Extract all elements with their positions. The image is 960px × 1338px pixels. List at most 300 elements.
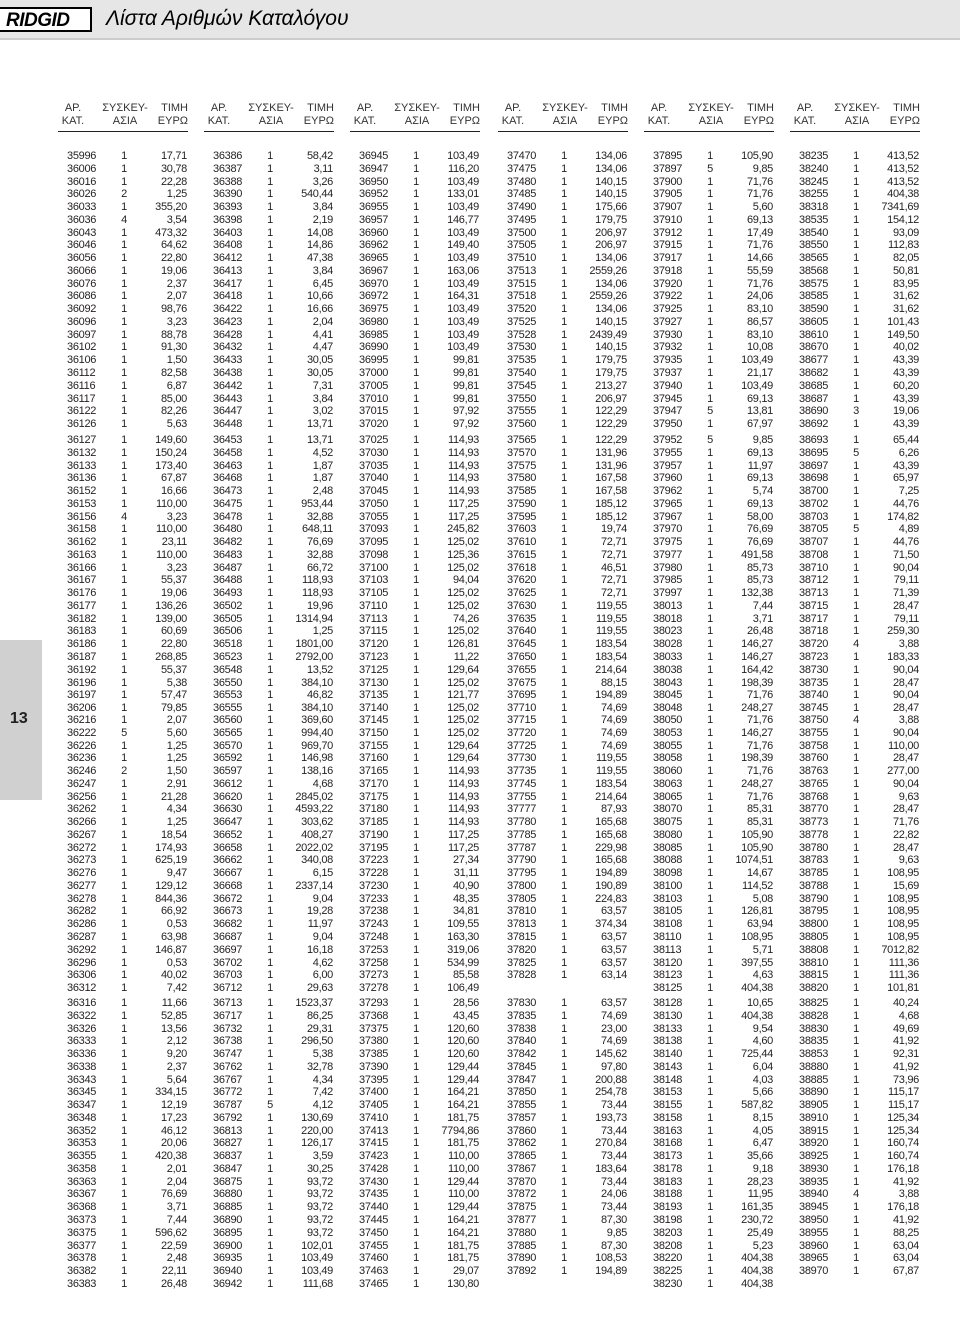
price-euro: 129,44	[447, 1201, 479, 1214]
table-row	[653, 1125, 773, 1138]
catalog-number: 37967	[653, 510, 683, 523]
table-row	[799, 638, 919, 651]
price-euro: 114,93	[447, 816, 479, 829]
price-euro: 117,25	[447, 828, 479, 841]
catalog-number: 37130	[359, 676, 389, 689]
package-qty: 1	[121, 239, 127, 252]
package-qty: 1	[853, 803, 859, 816]
table-row	[67, 1214, 187, 1227]
table-row	[653, 1086, 773, 1099]
table-row	[653, 354, 773, 367]
price-euro: 31,62	[892, 303, 919, 316]
table-row	[359, 778, 479, 791]
catalog-number: 38950	[799, 1214, 829, 1227]
table-row	[213, 1214, 333, 1227]
table-row	[653, 791, 773, 804]
price-euro: 93,09	[892, 226, 919, 239]
package-qty: 1	[413, 472, 419, 485]
package-qty: 1	[853, 1137, 859, 1150]
table-row	[507, 778, 627, 791]
header-package-qty: ΣΥΣΚΕΥ- ΑΣΙΑ	[834, 102, 880, 127]
price-euro: 5,60	[752, 201, 773, 214]
price-euro: 248,27	[741, 702, 773, 715]
table-row	[67, 1176, 187, 1189]
table-row	[799, 765, 919, 778]
catalog-number: 37885	[507, 1239, 537, 1252]
price-euro: 6,26	[898, 446, 919, 459]
price-euro: 3,23	[166, 510, 187, 523]
package-qty: 1	[267, 997, 273, 1009]
price-euro: 46,82	[306, 689, 333, 702]
price-euro: 4,68	[898, 1009, 919, 1022]
price-euro: 119,55	[595, 612, 627, 625]
catalog-number: 36272	[67, 841, 97, 854]
table-row	[799, 1137, 919, 1150]
package-qty: 5	[707, 434, 713, 446]
catalog-number: 36106	[67, 354, 97, 367]
table-row	[359, 677, 479, 690]
table-row	[67, 252, 187, 265]
catalog-number: 37555	[507, 405, 537, 418]
catalog-number: 36418	[213, 290, 243, 303]
table-row	[67, 638, 187, 651]
catalog-number: 38853	[799, 1048, 829, 1061]
price-euro: 214,64	[595, 663, 627, 676]
price-euro: 71,76	[746, 175, 773, 188]
catalog-number: 38720	[799, 638, 829, 651]
package-qty: 1	[413, 523, 419, 536]
table-row	[653, 176, 773, 189]
package-qty: 1	[121, 1022, 127, 1035]
package-qty: 1	[121, 943, 127, 956]
table-row	[359, 574, 479, 587]
table-row	[359, 931, 479, 944]
package-qty: 1	[413, 651, 419, 664]
package-qty: 1	[121, 651, 127, 664]
package-qty: 1	[267, 726, 273, 739]
package-qty: 1	[121, 1162, 127, 1175]
price-euro: 41,92	[892, 1060, 919, 1073]
price-euro: 90,04	[892, 689, 919, 702]
catalog-number: 38930	[799, 1162, 829, 1175]
catalog-number: 37430	[359, 1175, 389, 1188]
catalog-number: 38773	[799, 816, 829, 829]
catalog-number: 36306	[67, 969, 97, 982]
catalog-number: 38045	[653, 689, 683, 702]
price-euro: 29,31	[306, 1022, 333, 1035]
package-qty: 1	[707, 150, 713, 162]
catalog-number: 38690	[799, 405, 829, 418]
price-euro: 60,20	[892, 379, 919, 392]
table-row	[653, 997, 773, 1010]
price-euro: 71,76	[746, 739, 773, 752]
price-euro: 164,21	[447, 1214, 479, 1227]
package-qty: 1	[561, 341, 567, 354]
table-row	[653, 341, 773, 354]
package-qty: 1	[707, 328, 713, 341]
catalog-number: 37865	[507, 1150, 537, 1163]
catalog-number: 36813	[213, 1124, 243, 1137]
package-qty: 1	[561, 1086, 567, 1099]
table-row	[213, 1150, 333, 1163]
table-block	[67, 434, 187, 715]
header-package-qty: ΣΥΣΚΕΥ- ΑΣΙΑ	[394, 102, 440, 127]
table-row	[653, 957, 773, 970]
package-qty: 1	[121, 497, 127, 510]
package-qty: 1	[561, 956, 567, 969]
price-euro: 99,81	[452, 367, 479, 380]
price-euro: 3,84	[312, 201, 333, 214]
package-qty: 1	[267, 676, 273, 689]
table-row	[799, 842, 919, 855]
price-euro: 4,41	[312, 328, 333, 341]
package-qty: 1	[707, 561, 713, 574]
price-euro: 11,66	[161, 997, 187, 1009]
price-euro: 413,52	[887, 150, 919, 162]
catalog-number: 36967	[359, 264, 389, 277]
catalog-number: 37460	[359, 1252, 389, 1265]
package-qty: 1	[707, 943, 713, 956]
package-qty: 1	[267, 1214, 273, 1227]
table-row	[799, 880, 919, 893]
table-row	[799, 214, 919, 227]
price-euro: 103,49	[447, 341, 479, 354]
table-row	[213, 1227, 333, 1240]
price-euro: 101,81	[887, 982, 919, 995]
table-row	[653, 380, 773, 393]
package-qty: 1	[121, 867, 127, 880]
table-row	[507, 393, 627, 406]
catalog-number: 38677	[799, 354, 829, 367]
price-euro: 29,07	[452, 1265, 479, 1278]
price-euro: 86,25	[306, 1009, 333, 1022]
catalog-number: 37730	[507, 752, 537, 765]
package-qty: 4	[853, 1188, 859, 1201]
price-euro: 19,06	[160, 264, 187, 277]
package-qty: 1	[853, 510, 859, 523]
price-euro: 10,65	[746, 997, 773, 1009]
package-qty: 1	[707, 1175, 713, 1188]
table-row	[507, 562, 627, 575]
price-euro: 105,90	[741, 150, 773, 162]
catalog-number: 37125	[359, 663, 389, 676]
catalog-number: 37925	[653, 303, 683, 316]
table-row	[67, 1023, 187, 1036]
price-euro: 118,93	[301, 587, 333, 600]
package-qty: 1	[267, 1035, 273, 1048]
package-qty: 1	[413, 956, 419, 969]
table-row	[653, 1010, 773, 1023]
table-row	[653, 523, 773, 536]
table-row	[67, 316, 187, 329]
price-euro: 63,57	[600, 956, 627, 969]
package-qty: 1	[267, 739, 273, 752]
price-euro: 98,76	[160, 303, 187, 316]
package-qty: 1	[267, 1201, 273, 1214]
price-euro: 173,40	[155, 459, 187, 472]
package-qty: 1	[267, 354, 273, 367]
table-row	[507, 587, 627, 600]
price-euro: 44,76	[892, 536, 919, 549]
table-row	[213, 150, 333, 163]
package-qty: 1	[853, 867, 859, 880]
table-row	[507, 278, 627, 291]
table-row	[359, 460, 479, 473]
catalog-number: 37253	[359, 943, 389, 956]
package-qty: 1	[121, 663, 127, 676]
table-row	[359, 944, 479, 957]
package-qty: 1	[267, 392, 273, 405]
table-row	[799, 702, 919, 715]
price-euro: 2,07	[166, 290, 187, 303]
column-header-2	[204, 102, 334, 132]
catalog-number: 36647	[213, 816, 243, 829]
table-row	[67, 523, 187, 536]
package-qty: 1	[413, 1111, 419, 1124]
catalog-number: 36762	[213, 1060, 243, 1073]
price-euro: 83,10	[746, 303, 773, 316]
price-euro: 119,55	[595, 765, 627, 778]
catalog-number: 37922	[653, 290, 683, 303]
catalog-number: 37500	[507, 226, 537, 239]
table-row	[507, 1074, 627, 1087]
price-euro: 28,47	[892, 599, 919, 612]
price-euro: 230,72	[741, 1214, 773, 1227]
table-row	[359, 434, 479, 447]
catalog-number: 36837	[213, 1150, 243, 1163]
price-euro: 115,17	[887, 1086, 919, 1099]
table-row	[799, 969, 919, 982]
price-euro: 4,12	[312, 1099, 333, 1112]
price-euro: 270,84	[595, 1137, 627, 1150]
table-row	[799, 405, 919, 418]
page-title: Λίστα Αριθμών Καταλόγου	[106, 7, 349, 30]
price-euro: 3,02	[312, 405, 333, 418]
price-euro: 334,15	[155, 1086, 187, 1099]
catalog-number: 36278	[67, 892, 97, 905]
package-qty: 1	[267, 638, 273, 651]
catalog-number: 36353	[67, 1137, 97, 1150]
table-row	[799, 854, 919, 867]
package-qty: 1	[561, 931, 567, 944]
catalog-number: 38105	[653, 905, 683, 918]
price-euro: 194,89	[595, 867, 627, 880]
price-euro: 114,93	[447, 803, 479, 816]
package-qty: 1	[413, 828, 419, 841]
package-qty: 1	[267, 536, 273, 549]
table-row	[799, 613, 919, 626]
catalog-number: 37103	[359, 574, 389, 587]
package-qty: 1	[853, 1265, 859, 1278]
package-qty: 1	[707, 188, 713, 201]
package-qty: 1	[413, 689, 419, 702]
table-row	[213, 600, 333, 613]
catalog-number: 38018	[653, 612, 683, 625]
price-euro: 88,15	[600, 676, 627, 689]
table-row	[799, 418, 919, 431]
catalog-number: 37105	[359, 587, 389, 600]
price-euro: 150,24	[155, 446, 187, 459]
table-row	[653, 265, 773, 278]
price-euro: 92,31	[892, 1048, 919, 1061]
table-row	[67, 664, 187, 677]
package-qty: 1	[561, 790, 567, 803]
table-row	[67, 447, 187, 460]
package-qty: 1	[413, 354, 419, 367]
price-euro: 214,64	[595, 790, 627, 803]
price-euro: 43,39	[892, 418, 919, 431]
catalog-number: 37278	[359, 982, 389, 995]
catalog-number: 36096	[67, 315, 97, 328]
price-euro: 14,08	[306, 226, 333, 239]
price-euro: 134,06	[595, 252, 627, 265]
package-qty: 1	[121, 341, 127, 354]
price-euro: 13,81	[746, 405, 773, 418]
table-row	[799, 265, 919, 278]
table-row	[653, 329, 773, 342]
table-row	[213, 1201, 333, 1214]
price-euro: 48,35	[452, 892, 479, 905]
catalog-number: 37450	[359, 1226, 389, 1239]
header-package-qty: ΣΥΣΚΕΥ- ΑΣΙΑ	[102, 102, 148, 127]
table-row	[213, 1023, 333, 1036]
catalog-number: 36950	[359, 175, 389, 188]
package-qty: 1	[561, 676, 567, 689]
catalog-number: 36975	[359, 303, 389, 316]
package-qty: 1	[707, 341, 713, 354]
catalog-number: 36316	[67, 997, 97, 1009]
table-row	[799, 1265, 919, 1278]
table-row	[653, 714, 773, 727]
table-row	[213, 842, 333, 855]
package-qty: 1	[853, 328, 859, 341]
table-row	[359, 265, 479, 278]
catalog-number: 36548	[213, 663, 243, 676]
price-euro: 69,13	[746, 472, 773, 485]
catalog-number: 36767	[213, 1073, 243, 1086]
catalog-number: 36970	[359, 277, 389, 290]
price-euro: 413,52	[887, 175, 919, 188]
catalog-number: 37862	[507, 1137, 537, 1150]
price-euro: 404,38	[741, 1265, 773, 1278]
table-row	[359, 625, 479, 638]
table-row	[653, 536, 773, 549]
table-row	[67, 1252, 187, 1265]
price-euro: 2559,26	[589, 264, 627, 277]
price-euro: 103,49	[301, 1265, 333, 1278]
price-euro: 73,44	[600, 1099, 627, 1112]
price-euro: 134,06	[595, 303, 627, 316]
table-row	[653, 460, 773, 473]
table-row	[359, 562, 479, 575]
package-qty: 1	[707, 663, 713, 676]
price-euro: 229,98	[595, 841, 627, 854]
catalog-number: 38075	[653, 816, 683, 829]
catalog-number: 37615	[507, 548, 537, 561]
table-row	[359, 393, 479, 406]
table-row	[67, 791, 187, 804]
catalog-number: 36132	[67, 446, 97, 459]
table-row	[359, 803, 479, 816]
ridgid-logo	[0, 7, 92, 32]
catalog-number: 37940	[653, 379, 683, 392]
table-row	[653, 393, 773, 406]
package-qty: 1	[561, 1124, 567, 1137]
table-row	[799, 252, 919, 265]
catalog-number: 36398	[213, 213, 243, 226]
price-euro: 181,75	[447, 1239, 479, 1252]
price-euro: 340,08	[301, 854, 333, 867]
package-qty: 1	[413, 315, 419, 328]
package-qty: 1	[853, 726, 859, 739]
package-qty: 1	[121, 1188, 127, 1201]
table-row	[507, 651, 627, 664]
package-qty: 1	[561, 418, 567, 431]
table-row	[213, 765, 333, 778]
catalog-number: 37912	[653, 226, 683, 239]
price-euro: 87,93	[600, 803, 627, 816]
catalog-number: 36363	[67, 1175, 97, 1188]
table-row	[507, 1163, 627, 1176]
table-row	[799, 447, 919, 460]
price-euro: 2,48	[166, 1252, 187, 1265]
price-euro: 13,52	[306, 663, 333, 676]
price-euro: 132,38	[741, 587, 773, 600]
table-row	[213, 367, 333, 380]
package-qty: 1	[121, 150, 127, 162]
catalog-number: 37927	[653, 315, 683, 328]
price-euro: 63,57	[600, 997, 627, 1009]
package-qty: 1	[707, 854, 713, 867]
table-row	[799, 1010, 919, 1023]
price-euro: 34,81	[452, 905, 479, 918]
package-qty: 1	[413, 1214, 419, 1227]
table-row	[67, 536, 187, 549]
table-row	[359, 997, 479, 1010]
catalog-number: 37645	[507, 638, 537, 651]
price-euro: 181,75	[447, 1252, 479, 1265]
package-qty: 1	[707, 315, 713, 328]
catalog-number: 36196	[67, 676, 97, 689]
package-qty: 1	[267, 803, 273, 816]
price-euro: 28,47	[892, 702, 919, 715]
package-qty: 1	[561, 561, 567, 574]
package-qty: 1	[707, 367, 713, 380]
table-row	[213, 498, 333, 511]
catalog-number: 36393	[213, 201, 243, 214]
table-block	[653, 714, 773, 995]
package-qty: 1	[707, 997, 713, 1009]
package-qty: 1	[707, 1035, 713, 1048]
catalog-number: 36016	[67, 175, 97, 188]
table-row	[67, 803, 187, 816]
package-qty: 1	[121, 854, 127, 867]
price-euro: 534,99	[447, 956, 479, 969]
catalog-number: 38065	[653, 790, 683, 803]
price-euro: 20,06	[160, 1137, 187, 1150]
package-qty: 1	[413, 418, 419, 431]
package-qty: 1	[413, 1009, 419, 1022]
price-euro: 1,25	[166, 739, 187, 752]
catalog-number: 38783	[799, 854, 829, 867]
catalog-number: 37185	[359, 816, 389, 829]
price-euro: 19,28	[306, 905, 333, 918]
package-qty: 1	[267, 1252, 273, 1265]
table-block	[653, 150, 773, 431]
price-euro: 125,34	[887, 1111, 919, 1124]
package-qty: 1	[561, 892, 567, 905]
package-qty: 1	[561, 1188, 567, 1201]
